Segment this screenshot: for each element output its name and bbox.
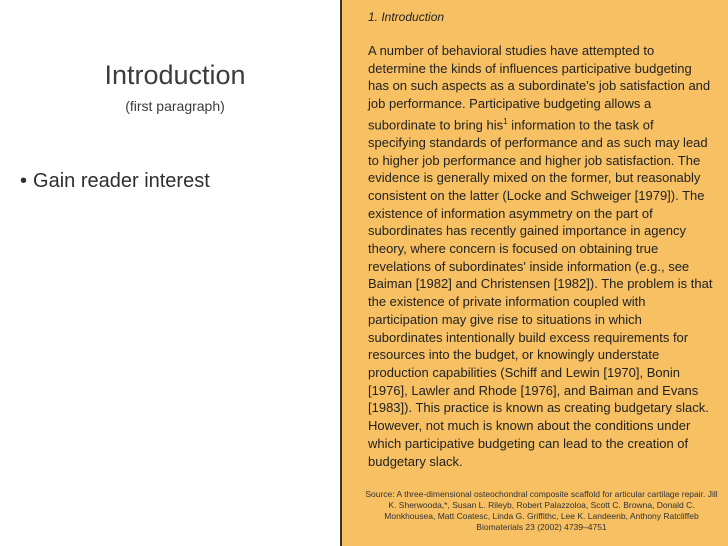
slide-left-panel [0, 0, 341, 546]
slide-title: Introduction [104, 60, 246, 90]
bullet-marker: • [20, 170, 28, 192]
excerpt-body [368, 42, 713, 470]
footnote-mark: 1 [503, 116, 508, 126]
excerpt-panel [342, 0, 728, 546]
bullet-text: Gain reader interest [33, 170, 210, 192]
excerpt-heading: 1. Introduction [368, 10, 445, 24]
slide-subtitle: (first paragraph) [125, 98, 225, 114]
excerpt-body-part2: information to the task of specifying standards of performance and as such may lead to higher job performance and higher job satisfaction. The evidence is generally mixed on the former, but reasonably consistent on the latter (Locke and Schweiger [1979]). The existence of information asymmetry on the part of subordinates has recently gained importance in agency theory, where concern is focused on obtaining true revelations of subordinates' inside information (e.g., see Baiman [1982] and Christensen [1982]). The problem is that the existence of private information coupled with participation may give rise to situations in which subordinates intentionally build excess requirements for resources into the budget, or knowingly understate production capabilities (Schiff and Lewin [1970], Bonin [1976], Lawler and Rhode [1976], and Baiman and Evans [1983]). This practice is known as creating budgetary slack. However, not much is known about the conditions under which participative budgeting can lead to the creation of budgetary slack. [368, 117, 713, 469]
bullet-item [20, 170, 210, 193]
source-citation: Source: A three-dimensional osteochondral composite scaffold for articular cartilage repair. Jill K. Sherwooda,*, Susan L. Rileyb, Robert Palazzoloa, Scott C. Browna, Donald C. Monkhousea, Matt Coatesc, Linda G. Griffithc, Lee K. Landeenb, Anthony Ratcliffeb Biomaterials 23 (2002) 4739–4751 [365, 489, 718, 532]
excerpt-body-part1: A number of behavioral studies have attempted to determine the kinds of influences participative budgeting has on such aspects as a subordinate's job satisfaction and job performance. Participative budgeting allows a subordinate to bring his [368, 43, 711, 133]
